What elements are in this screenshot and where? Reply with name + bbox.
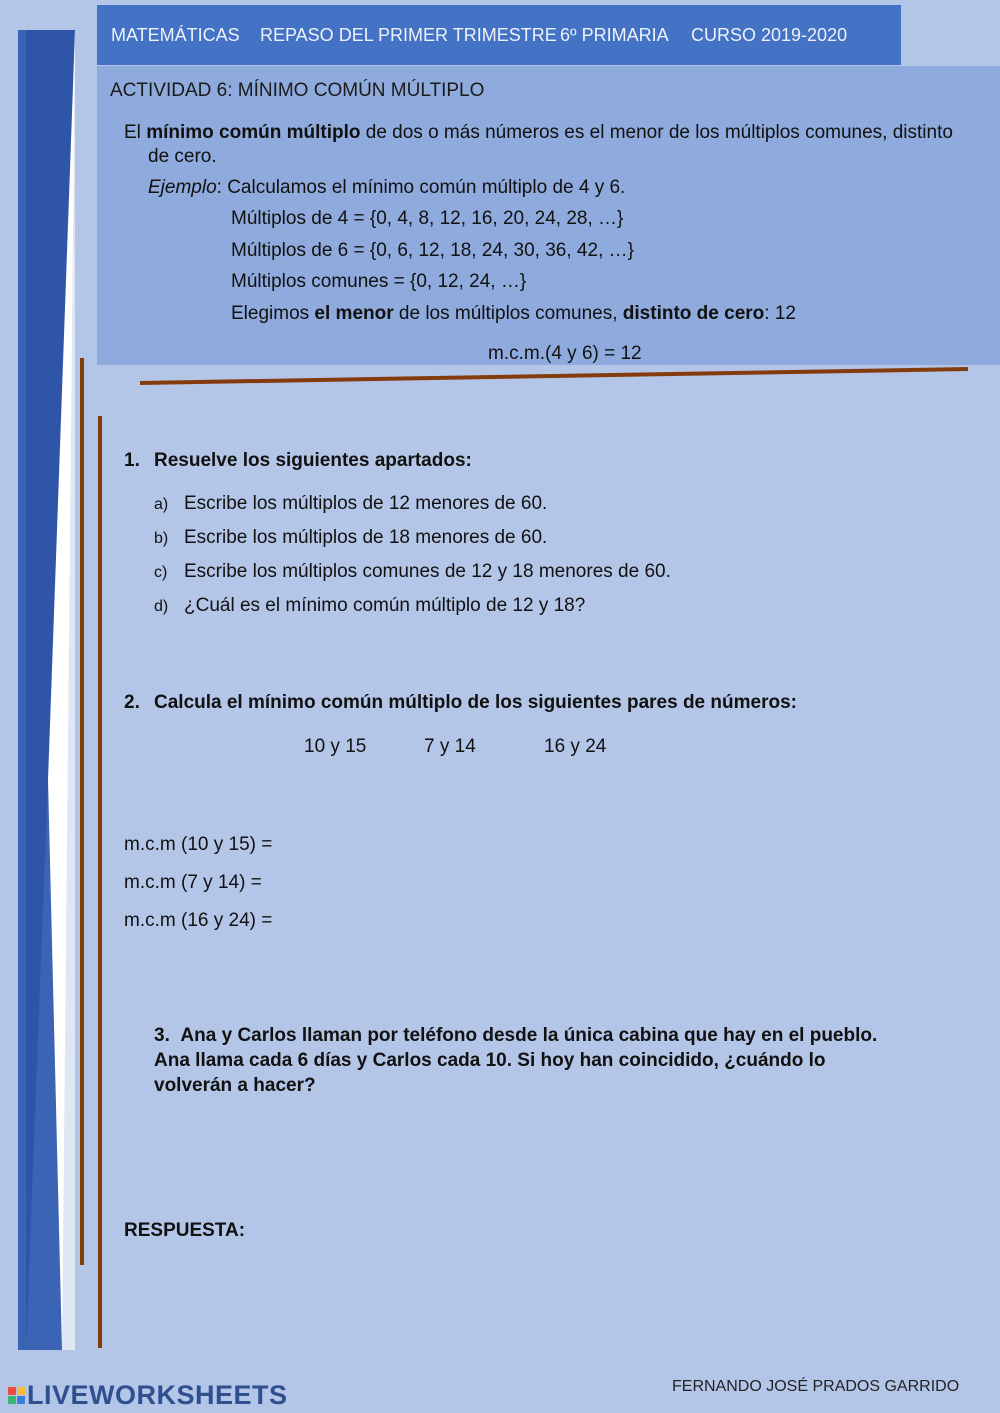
definition-rest: de dos o más números es el menor de los múltiplos comunes, distinto (360, 122, 953, 143)
choose-bold-2: distinto de cero (622, 303, 765, 324)
header-grade: 6º PRIMARIA (560, 25, 669, 45)
example-text: : Calculamos el mínimo común múltiplo de 4 y 6. (216, 177, 626, 198)
task1-item-text: Escribe los múltiplos de 12 menores de 60. (184, 493, 548, 514)
answer-line: m.c.m (16 y 24) = (124, 910, 273, 931)
task2-title: Calcula el mínimo común múltiplo de los siguientes pares de números: (154, 692, 797, 713)
example-label: Ejemplo (148, 177, 217, 198)
definition-continuation: de cero. (148, 146, 217, 167)
task1-item-text: Escribe los múltiplos comunes de 12 y 18 menores de 60. (184, 561, 671, 582)
number-pair: 10 y 15 (304, 736, 367, 757)
header-course: CURSO 2019-2020 (691, 25, 848, 45)
choose-suffix: : 12 (764, 303, 796, 324)
definition-prefix: El (124, 122, 147, 143)
header-subject: MATEMÁTICAS (111, 25, 240, 45)
logo-icon (8, 1387, 25, 1404)
task3-line1: Ana y Carlos llaman por teléfono desde la única cabina que hay en el pueblo. (180, 1025, 878, 1046)
choose-bold-1: el menor (314, 303, 394, 324)
task1-item-text: Escribe los múltiplos de 18 menores de 60. (184, 527, 548, 548)
answer-line: m.c.m (10 y 15) = (124, 834, 273, 855)
definition-term: mínimo común múltiplo (146, 122, 361, 143)
example-result: m.c.m.(4 y 6) = 12 (488, 343, 642, 364)
task1-item-letter: b) (154, 530, 169, 547)
task1-item-letter: d) (154, 598, 169, 615)
header-unit: REPASO DEL PRIMER TRIMESTRE (260, 25, 557, 45)
task3-line (154, 1025, 877, 1047)
answer-label: RESPUESTA: (124, 1220, 246, 1241)
logo-text: LIVEWORKSHEETS (27, 1380, 288, 1410)
author-name: FERNANDO JOSÉ PRADOS GARRIDO (672, 1378, 960, 1395)
common-multiples: Múltiplos comunes = {0, 12, 24, …} (231, 271, 527, 292)
task1-item-letter: a) (154, 496, 169, 513)
choose-prefix: Elegimos (231, 303, 315, 324)
choose-mid: de los múltiplos comunes, (393, 303, 623, 324)
task1-title: Resuelve los siguientes apartados: (154, 450, 472, 471)
task1-number: 1. (124, 450, 140, 471)
task1-item-letter: c) (154, 564, 168, 581)
task3-line2: Ana llama cada 6 días y Carlos cada 10. Si hoy han coincidido, ¿cuándo lo (154, 1050, 826, 1071)
number-pair: 7 y 14 (424, 736, 476, 757)
task3-number: 3. (154, 1025, 170, 1046)
multiples-of-4: Múltiplos de 4 = {0, 4, 8, 12, 16, 20, 24, 28, …} (231, 208, 624, 229)
definition-line (124, 122, 953, 144)
task1-item-text: ¿Cuál es el mínimo común múltiplo de 12 y 18? (184, 595, 586, 616)
section-divider (140, 369, 968, 383)
number-pair: 16 y 24 (544, 736, 607, 757)
task3-line3: volverán a hacer? (154, 1075, 316, 1096)
answer-line: m.c.m (7 y 14) = (124, 872, 262, 893)
example-line (148, 177, 625, 199)
header-bar (97, 5, 901, 65)
choose-line (231, 303, 796, 325)
multiples-of-6: Múltiplos de 6 = {0, 6, 12, 18, 24, 30, 36, 42, …} (231, 240, 634, 261)
activity-title: ACTIVIDAD 6: MÍNIMO COMÚN MÚLTIPLO (110, 80, 485, 101)
liveworksheets-logo[interactable] (8, 1380, 288, 1411)
task2-number: 2. (124, 692, 140, 713)
